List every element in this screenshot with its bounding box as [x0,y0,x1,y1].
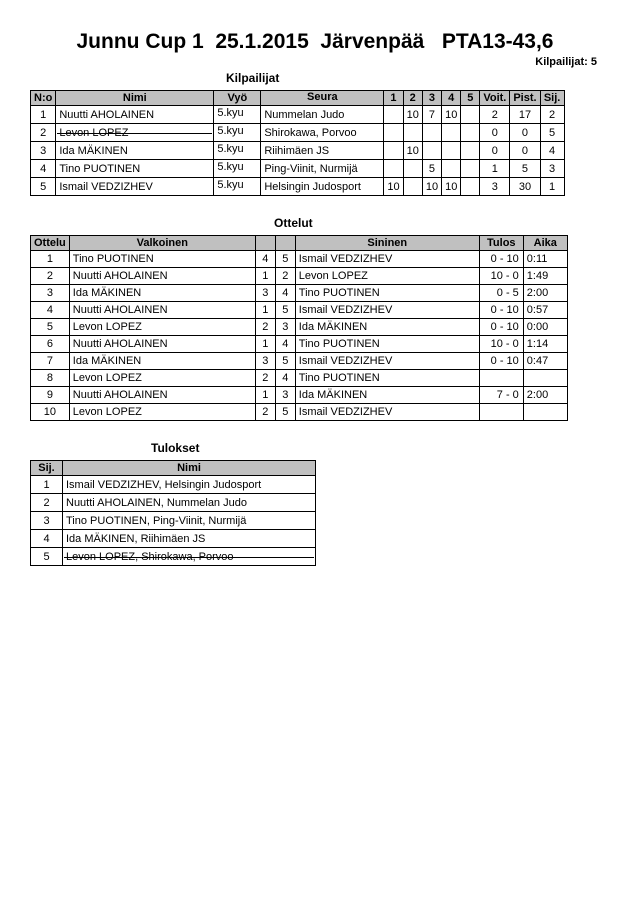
kilpailijat-row [31,124,565,142]
kilpailijat-header-row [31,91,565,106]
score-vs-2 [403,178,422,196]
match-number: 9 [31,387,70,404]
col-header-white-number [255,236,275,251]
score-vs-1: 10 [384,178,403,196]
score-vs-5 [461,124,480,142]
score-vs-5 [461,160,480,178]
col-header-sij: Sij. [31,461,63,476]
blue-competitor-name: Ida MÄKINEN [295,387,479,404]
match-result: 0 - 10 [479,251,523,268]
white-competitor-number: 1 [255,336,275,353]
blue-competitor-number: 5 [275,353,295,370]
blue-competitor-name: Ismail VEDZIZHEV [295,353,479,370]
score-vs-1 [384,160,403,178]
tulokset-row [31,548,316,566]
competitor-number: 3 [31,142,56,160]
blue-competitor-number: 5 [275,404,295,421]
match-number: 3 [31,285,70,302]
white-competitor-number: 3 [255,353,275,370]
competitor-name: Levon LOPEZ [56,124,214,142]
tulokset-row [31,530,316,548]
competitor-points: 5 [510,160,540,178]
match-result: 10 - 0 [479,336,523,353]
placement-name: Nuutti AHOLAINEN, Nummelan Judo [63,494,316,512]
match-number: 5 [31,319,70,336]
placement-number: 3 [31,512,63,530]
tulokset-table [30,460,316,566]
col-header-blue-number [275,236,295,251]
competitor-placement: 4 [540,142,564,160]
competitor-placement: 5 [540,124,564,142]
white-competitor-name: Ida MÄKINEN [69,353,255,370]
white-competitor-number: 4 [255,251,275,268]
ottelut-row [31,404,568,421]
ottelut-row [31,319,568,336]
blue-competitor-number: 4 [275,336,295,353]
col-header-opponent-1: 1 [384,91,403,106]
competitor-belt: 5.kyu [214,160,261,178]
col-header-seura: Seura [261,91,384,106]
match-number: 2 [31,268,70,285]
col-header-vyo: Vyö [214,91,261,106]
white-competitor-name: Levon LOPEZ [69,404,255,421]
results-page [0,30,630,566]
competitor-points: 0 [510,142,540,160]
col-header-sininen: Sininen [295,236,479,251]
score-vs-4: 10 [442,178,461,196]
white-competitor-number: 3 [255,285,275,302]
match-number: 6 [31,336,70,353]
white-competitor-name: Tino PUOTINEN [69,251,255,268]
score-vs-3: 10 [422,178,441,196]
competitor-name: Tino PUOTINEN [56,160,214,178]
placement-name: Ismail VEDZIZHEV, Helsingin Judosport [63,476,316,494]
ottelut-row [31,387,568,404]
match-number: 10 [31,404,70,421]
ottelut-row [31,302,568,319]
blue-competitor-number: 5 [275,302,295,319]
score-vs-1 [384,142,403,160]
placement-name: Levon LOPEZ, Shirokawa, Porvoo [63,548,316,566]
white-competitor-number: 2 [255,404,275,421]
competitor-name: Ismail VEDZIZHEV [56,178,214,196]
white-competitor-name: Nuutti AHOLAINEN [69,387,255,404]
white-competitor-name: Nuutti AHOLAINEN [69,268,255,285]
white-competitor-number: 1 [255,387,275,404]
col-header-tulos: Tulos [479,236,523,251]
score-vs-2: 10 [403,142,422,160]
blue-competitor-name: Levon LOPEZ [295,268,479,285]
score-vs-4: 10 [442,106,461,124]
competitor-belt: 5.kyu [214,142,261,160]
blue-competitor-name: Ismail VEDZIZHEV [295,302,479,319]
score-vs-4 [442,160,461,178]
score-vs-3: 5 [422,160,441,178]
ottelut-row [31,251,568,268]
ottelut-row [31,353,568,370]
blue-competitor-name: Ismail VEDZIZHEV [295,251,479,268]
match-result [479,404,523,421]
white-competitor-number: 2 [255,370,275,387]
score-vs-2 [403,160,422,178]
match-time [523,370,567,387]
white-competitor-name: Nuutti AHOLAINEN [69,336,255,353]
placement-number: 5 [31,548,63,566]
white-competitor-number: 1 [255,302,275,319]
match-number: 8 [31,370,70,387]
match-number: 7 [31,353,70,370]
competitor-number: 5 [31,178,56,196]
kilpailijat-table [30,90,565,196]
blue-competitor-number: 4 [275,370,295,387]
competitor-wins: 0 [480,124,510,142]
competitor-club: Helsingin Judosport [261,178,384,196]
col-header-sij: Sij. [540,91,564,106]
section-title-tulokset: Tulokset [151,441,200,455]
match-time [523,404,567,421]
score-vs-3 [422,124,441,142]
blue-competitor-number: 2 [275,268,295,285]
section-title-ottelut: Ottelut [274,216,313,230]
competitor-belt: 5.kyu [214,178,261,196]
white-competitor-name: Levon LOPEZ [69,370,255,387]
competitor-placement: 1 [540,178,564,196]
tulokset-row [31,494,316,512]
match-result: 0 - 10 [479,302,523,319]
ottelut-body [31,251,568,421]
blue-competitor-number: 3 [275,387,295,404]
score-vs-1 [384,106,403,124]
competitor-club: Shirokawa, Porvoo [261,124,384,142]
blue-competitor-name: Ida MÄKINEN [295,319,479,336]
kilpailijat-row [31,160,565,178]
score-vs-1 [384,124,403,142]
ottelut-row [31,285,568,302]
score-vs-4 [442,124,461,142]
kilpailijat-row [31,106,565,124]
blue-competitor-name: Tino PUOTINEN [295,336,479,353]
competitor-number: 4 [31,160,56,178]
tulokset-row [31,476,316,494]
col-header-ottelu: Ottelu [31,236,70,251]
blue-competitor-name: Tino PUOTINEN [295,370,479,387]
score-vs-3: 7 [422,106,441,124]
placement-number: 1 [31,476,63,494]
match-number: 1 [31,251,70,268]
col-header-aika: Aika [523,236,567,251]
col-header-opponent-4: 4 [442,91,461,106]
competitor-wins: 0 [480,142,510,160]
competitor-wins: 2 [480,106,510,124]
kilpailijat-row [31,178,565,196]
match-time: 1:49 [523,268,567,285]
match-time: 0:00 [523,319,567,336]
col-header-nimi: Nimi [63,461,316,476]
competitor-count-label: Kilpailijat: 5 [535,56,597,68]
ottelut-row [31,268,568,285]
tulokset-header-row [31,461,316,476]
tulokset-body [31,476,316,566]
section-title-kilpailijat: Kilpailijat [226,71,280,85]
page-title: Junnu Cup 1 25.1.2015 Järvenpää PTA13-43,6 [76,30,554,53]
white-competitor-name: Levon LOPEZ [69,319,255,336]
competitor-name: Ida MÄKINEN [56,142,214,160]
competitor-number: 1 [31,106,56,124]
tulokset-row [31,512,316,530]
competitor-points: 17 [510,106,540,124]
competitor-club: Riihimäen JS [261,142,384,160]
competitor-wins: 1 [480,160,510,178]
ottelut-row [31,336,568,353]
competitor-placement: 3 [540,160,564,178]
match-result: 7 - 0 [479,387,523,404]
placement-name: Tino PUOTINEN, Ping-Viinit, Nurmijä [63,512,316,530]
score-vs-5 [461,106,480,124]
kilpailijat-body [31,106,565,196]
competitor-name: Nuutti AHOLAINEN [56,106,214,124]
placement-number: 4 [31,530,63,548]
competitor-points: 30 [510,178,540,196]
col-header-opponent-2: 2 [403,91,422,106]
match-number: 4 [31,302,70,319]
score-vs-5 [461,178,480,196]
col-header-no: N:o [31,91,56,106]
match-time: 0:57 [523,302,567,319]
competitor-placement: 2 [540,106,564,124]
competitor-belt: 5.kyu [214,124,261,142]
competitor-number: 2 [31,124,56,142]
col-header-nimi: Nimi [56,91,214,106]
match-time: 2:00 [523,285,567,302]
col-header-voit: Voit. [480,91,510,106]
white-competitor-number: 1 [255,268,275,285]
match-time: 0:47 [523,353,567,370]
competitor-belt: 5.kyu [214,106,261,124]
blue-competitor-number: 4 [275,285,295,302]
competitor-club: Nummelan Judo [261,106,384,124]
competitor-points: 0 [510,124,540,142]
white-competitor-number: 2 [255,319,275,336]
match-time: 1:14 [523,336,567,353]
match-time: 2:00 [523,387,567,404]
competitor-wins: 3 [480,178,510,196]
col-header-pist: Pist. [510,91,540,106]
match-result: 0 - 10 [479,353,523,370]
match-time: 0:11 [523,251,567,268]
col-header-valkoinen: Valkoinen [69,236,255,251]
match-result: 0 - 5 [479,285,523,302]
competitor-club: Ping-Viinit, Nurmijä [261,160,384,178]
ottelut-table [30,235,568,421]
white-competitor-name: Ida MÄKINEN [69,285,255,302]
blue-competitor-number: 3 [275,319,295,336]
score-vs-4 [442,142,461,160]
white-competitor-name: Nuutti AHOLAINEN [69,302,255,319]
match-result [479,370,523,387]
placement-name: Ida MÄKINEN, Riihimäen JS [63,530,316,548]
placement-number: 2 [31,494,63,512]
score-vs-2: 10 [403,106,422,124]
blue-competitor-name: Ismail VEDZIZHEV [295,404,479,421]
col-header-opponent-5: 5 [461,91,480,106]
blue-competitor-name: Tino PUOTINEN [295,285,479,302]
ottelut-row [31,370,568,387]
col-header-opponent-3: 3 [422,91,441,106]
kilpailijat-row [31,142,565,160]
match-result: 0 - 10 [479,319,523,336]
score-vs-3 [422,142,441,160]
score-vs-2 [403,124,422,142]
match-result: 10 - 0 [479,268,523,285]
ottelut-header-row [31,236,568,251]
blue-competitor-number: 5 [275,251,295,268]
score-vs-5 [461,142,480,160]
